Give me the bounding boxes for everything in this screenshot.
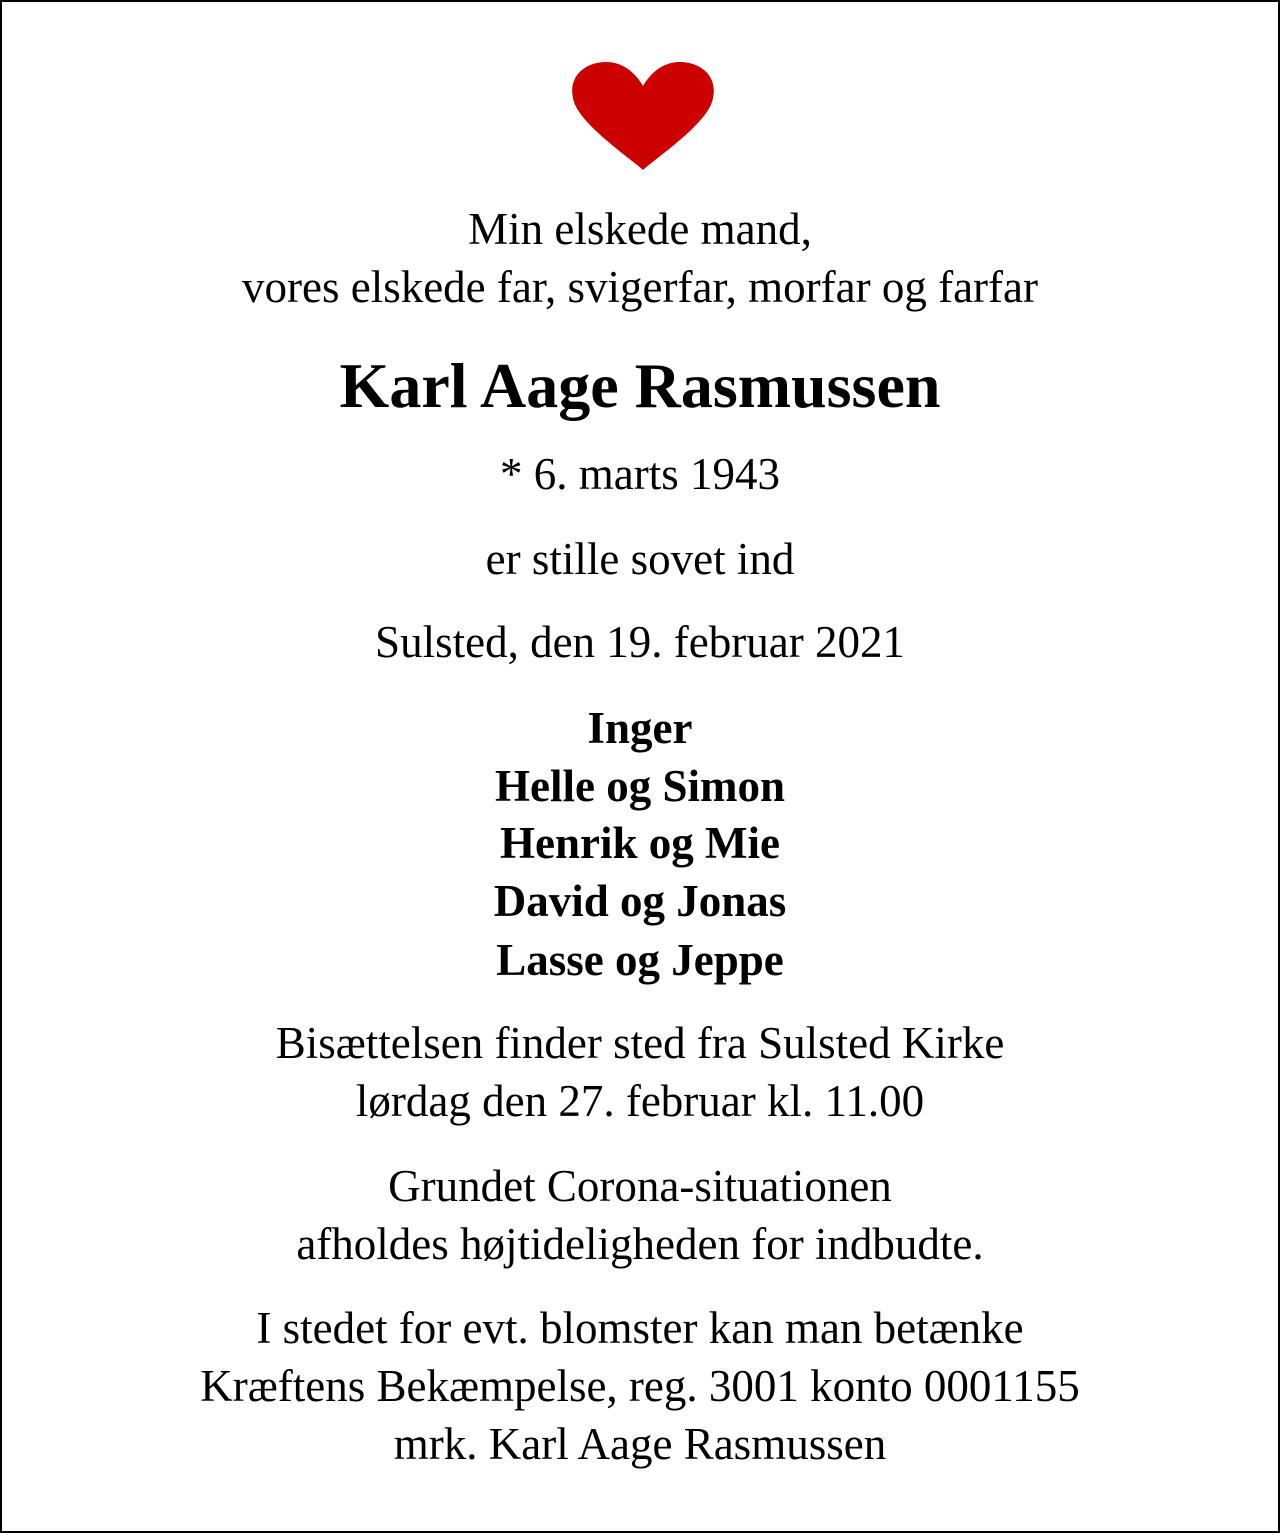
birth-date: * 6. marts 1943 <box>500 449 780 499</box>
notice-line-1: Grundet Corona-situationen <box>388 1161 892 1211</box>
donation-line-1: I stedet for evt. blomster kan man betænke <box>256 1303 1024 1353</box>
family-member: David og Jonas <box>493 876 787 926</box>
family-member: Henrik og Mie <box>500 818 780 868</box>
deceased-name: Karl Aage Rasmussen <box>339 350 941 421</box>
passing-text: er stille sovet ind <box>485 534 795 584</box>
funeral-line-2: lørdag den 27. februar kl. 11.00 <box>355 1076 925 1126</box>
intro-line-1: Min elskede mand, <box>468 204 812 254</box>
place-and-date: Sulsted, den 19. februar 2021 <box>375 617 905 667</box>
intro-line-2: vores elskede far, svigerfar, morfar og farfar <box>242 262 1038 312</box>
family-member: Helle og Simon <box>495 761 785 811</box>
heart-icon <box>570 60 716 172</box>
family-member: Inger <box>587 703 693 753</box>
donation-line-2: Kræftens Bekæmpelse, reg. 3001 konto 0001155 <box>200 1361 1080 1411</box>
funeral-line-1: Bisættelsen finder sted fra Sulsted Kirke <box>275 1018 1005 1068</box>
notice-line-2: afholdes højtideligheden for indbudte. <box>296 1219 984 1269</box>
donation-line-3: mrk. Karl Aage Rasmussen <box>393 1419 887 1469</box>
family-member: Lasse og Jeppe <box>496 935 784 985</box>
